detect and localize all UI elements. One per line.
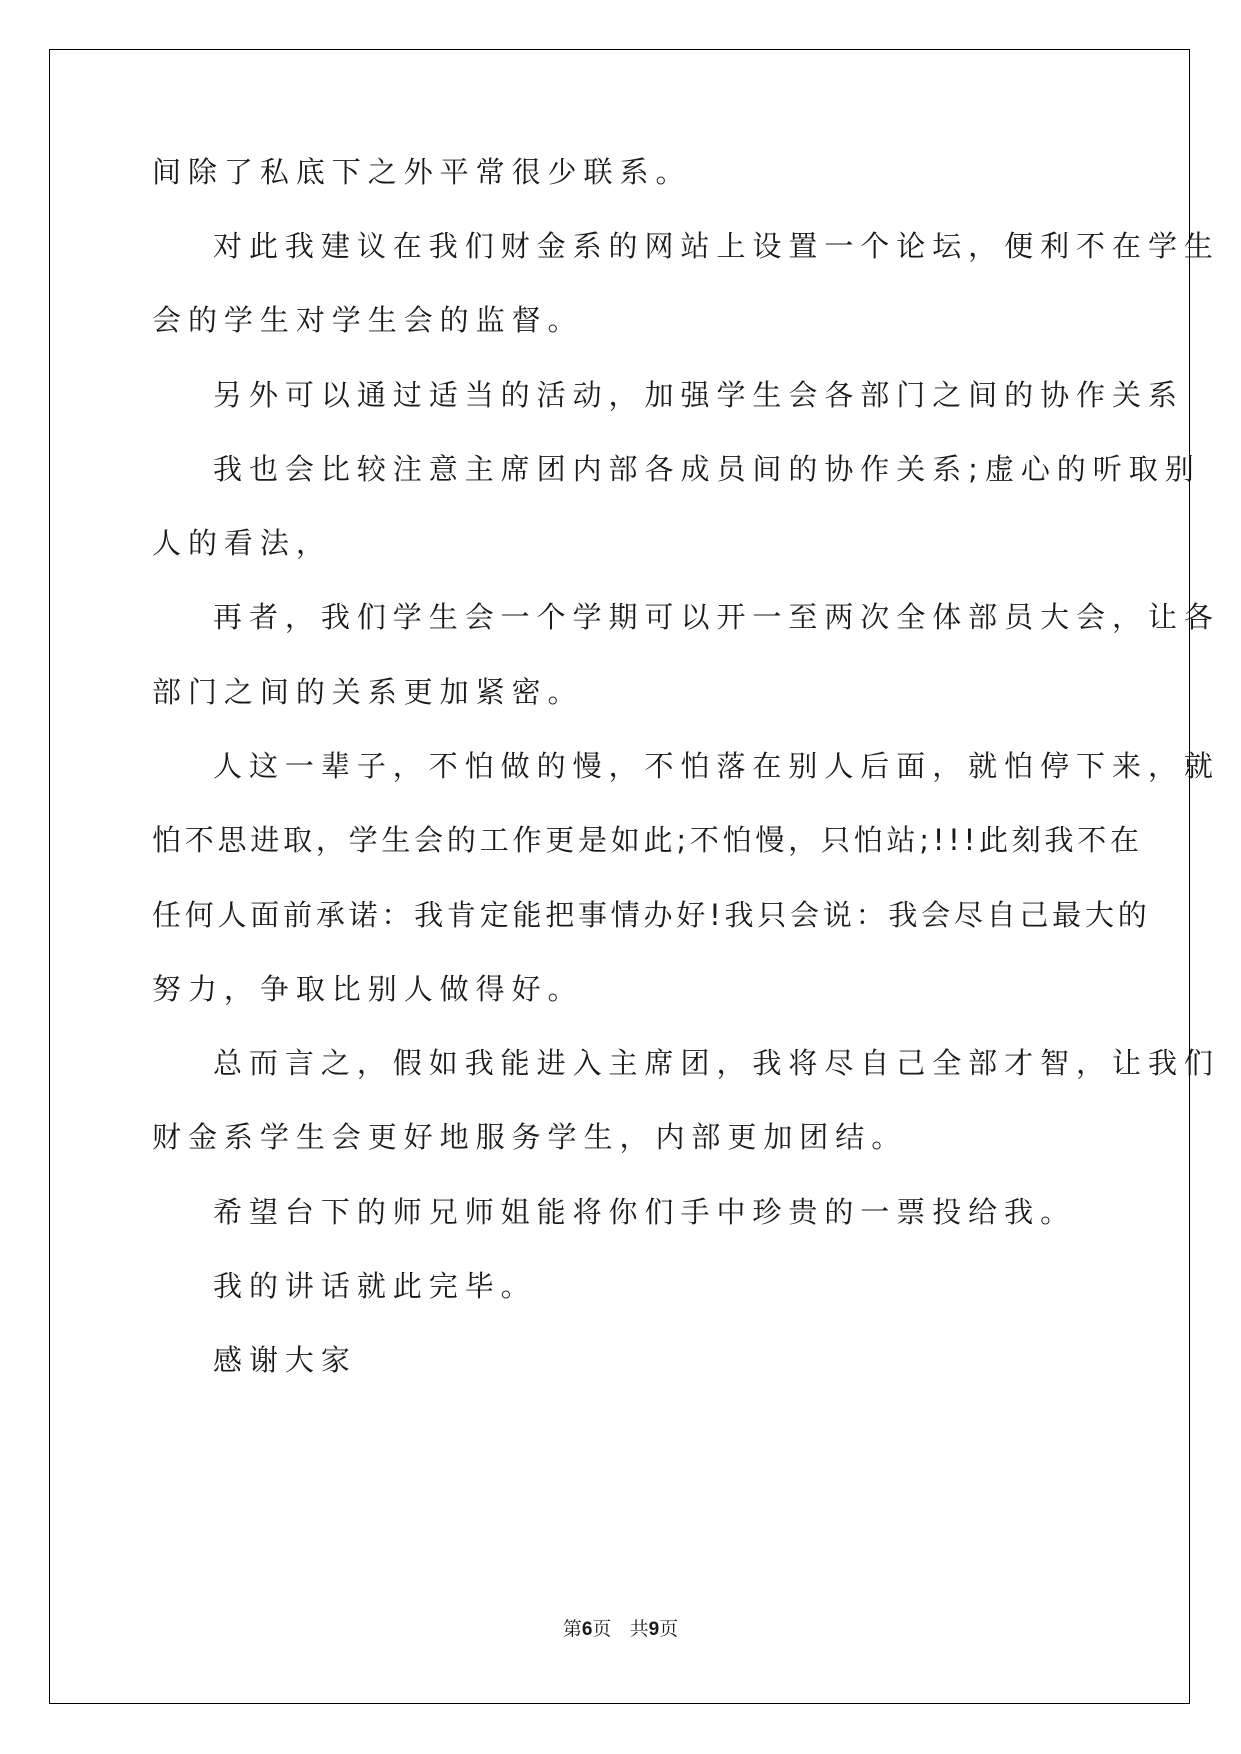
total-prefix: 共 — [629, 1618, 649, 1640]
paragraph-line-17: 感谢大家 — [213, 1343, 357, 1377]
paragraph-line-8: 部门之间的关系更加紧密。 — [152, 675, 584, 709]
paragraph-line-14: 财金系学生会更好地服务学生，内部更加团结。 — [152, 1120, 908, 1154]
paragraph-line-13: 总而言之，假如我能进入主席团，我将尽自己全部才智，让我们 — [213, 1046, 1220, 1080]
paragraph-line-4: 另外可以通过适当的活动，加强学生会各部门之间的协作关系 — [213, 378, 1184, 412]
paragraph-line-16: 我的讲话就此完毕。 — [213, 1269, 537, 1303]
paragraph-line-12: 努力，争取比别人做得好。 — [152, 972, 584, 1006]
paragraph-line-9: 人这一辈子，不怕做的慢，不怕落在别人后面，就怕停下来，就 — [213, 749, 1220, 783]
paragraph-line-10: 怕不思进取，学生会的工作更是如此;不怕慢，只怕站;!!!此刻我不在 — [152, 823, 1143, 857]
paragraph-line-2: 对此我建议在我们财金系的网站上设置一个论坛，便利不在学生 — [213, 229, 1220, 263]
paragraph-line-3: 会的学生对学生会的监督。 — [152, 303, 584, 337]
page-footer — [0, 1616, 1241, 1643]
paragraph-line-6: 人的看法， — [152, 526, 332, 560]
page-total: 9 — [648, 1619, 660, 1640]
paragraph-line-5: 我也会比较注意主席团内部各成员间的协作关系;虚心的听取别 — [213, 452, 1201, 486]
paragraph-line-1: 间除了私底下之外平常很少联系。 — [152, 155, 692, 189]
paragraph-line-7: 再者，我们学生会一个学期可以开一至两次全体部员大会，让各 — [213, 600, 1220, 634]
page-border — [49, 49, 1220, 1704]
page-suffix: 页 — [592, 1618, 612, 1640]
paragraph-line-15: 希望台下的师兄师姐能将你们手中珍贵的一票投给我。 — [213, 1195, 1077, 1229]
page-current: 6 — [581, 1619, 593, 1640]
paragraph-line-11: 任何人面前承诺：我肯定能把事情办好!我只会说：我会尽自己最大的 — [152, 898, 1151, 932]
page-prefix: 第 — [562, 1618, 582, 1640]
total-suffix: 页 — [659, 1618, 679, 1640]
